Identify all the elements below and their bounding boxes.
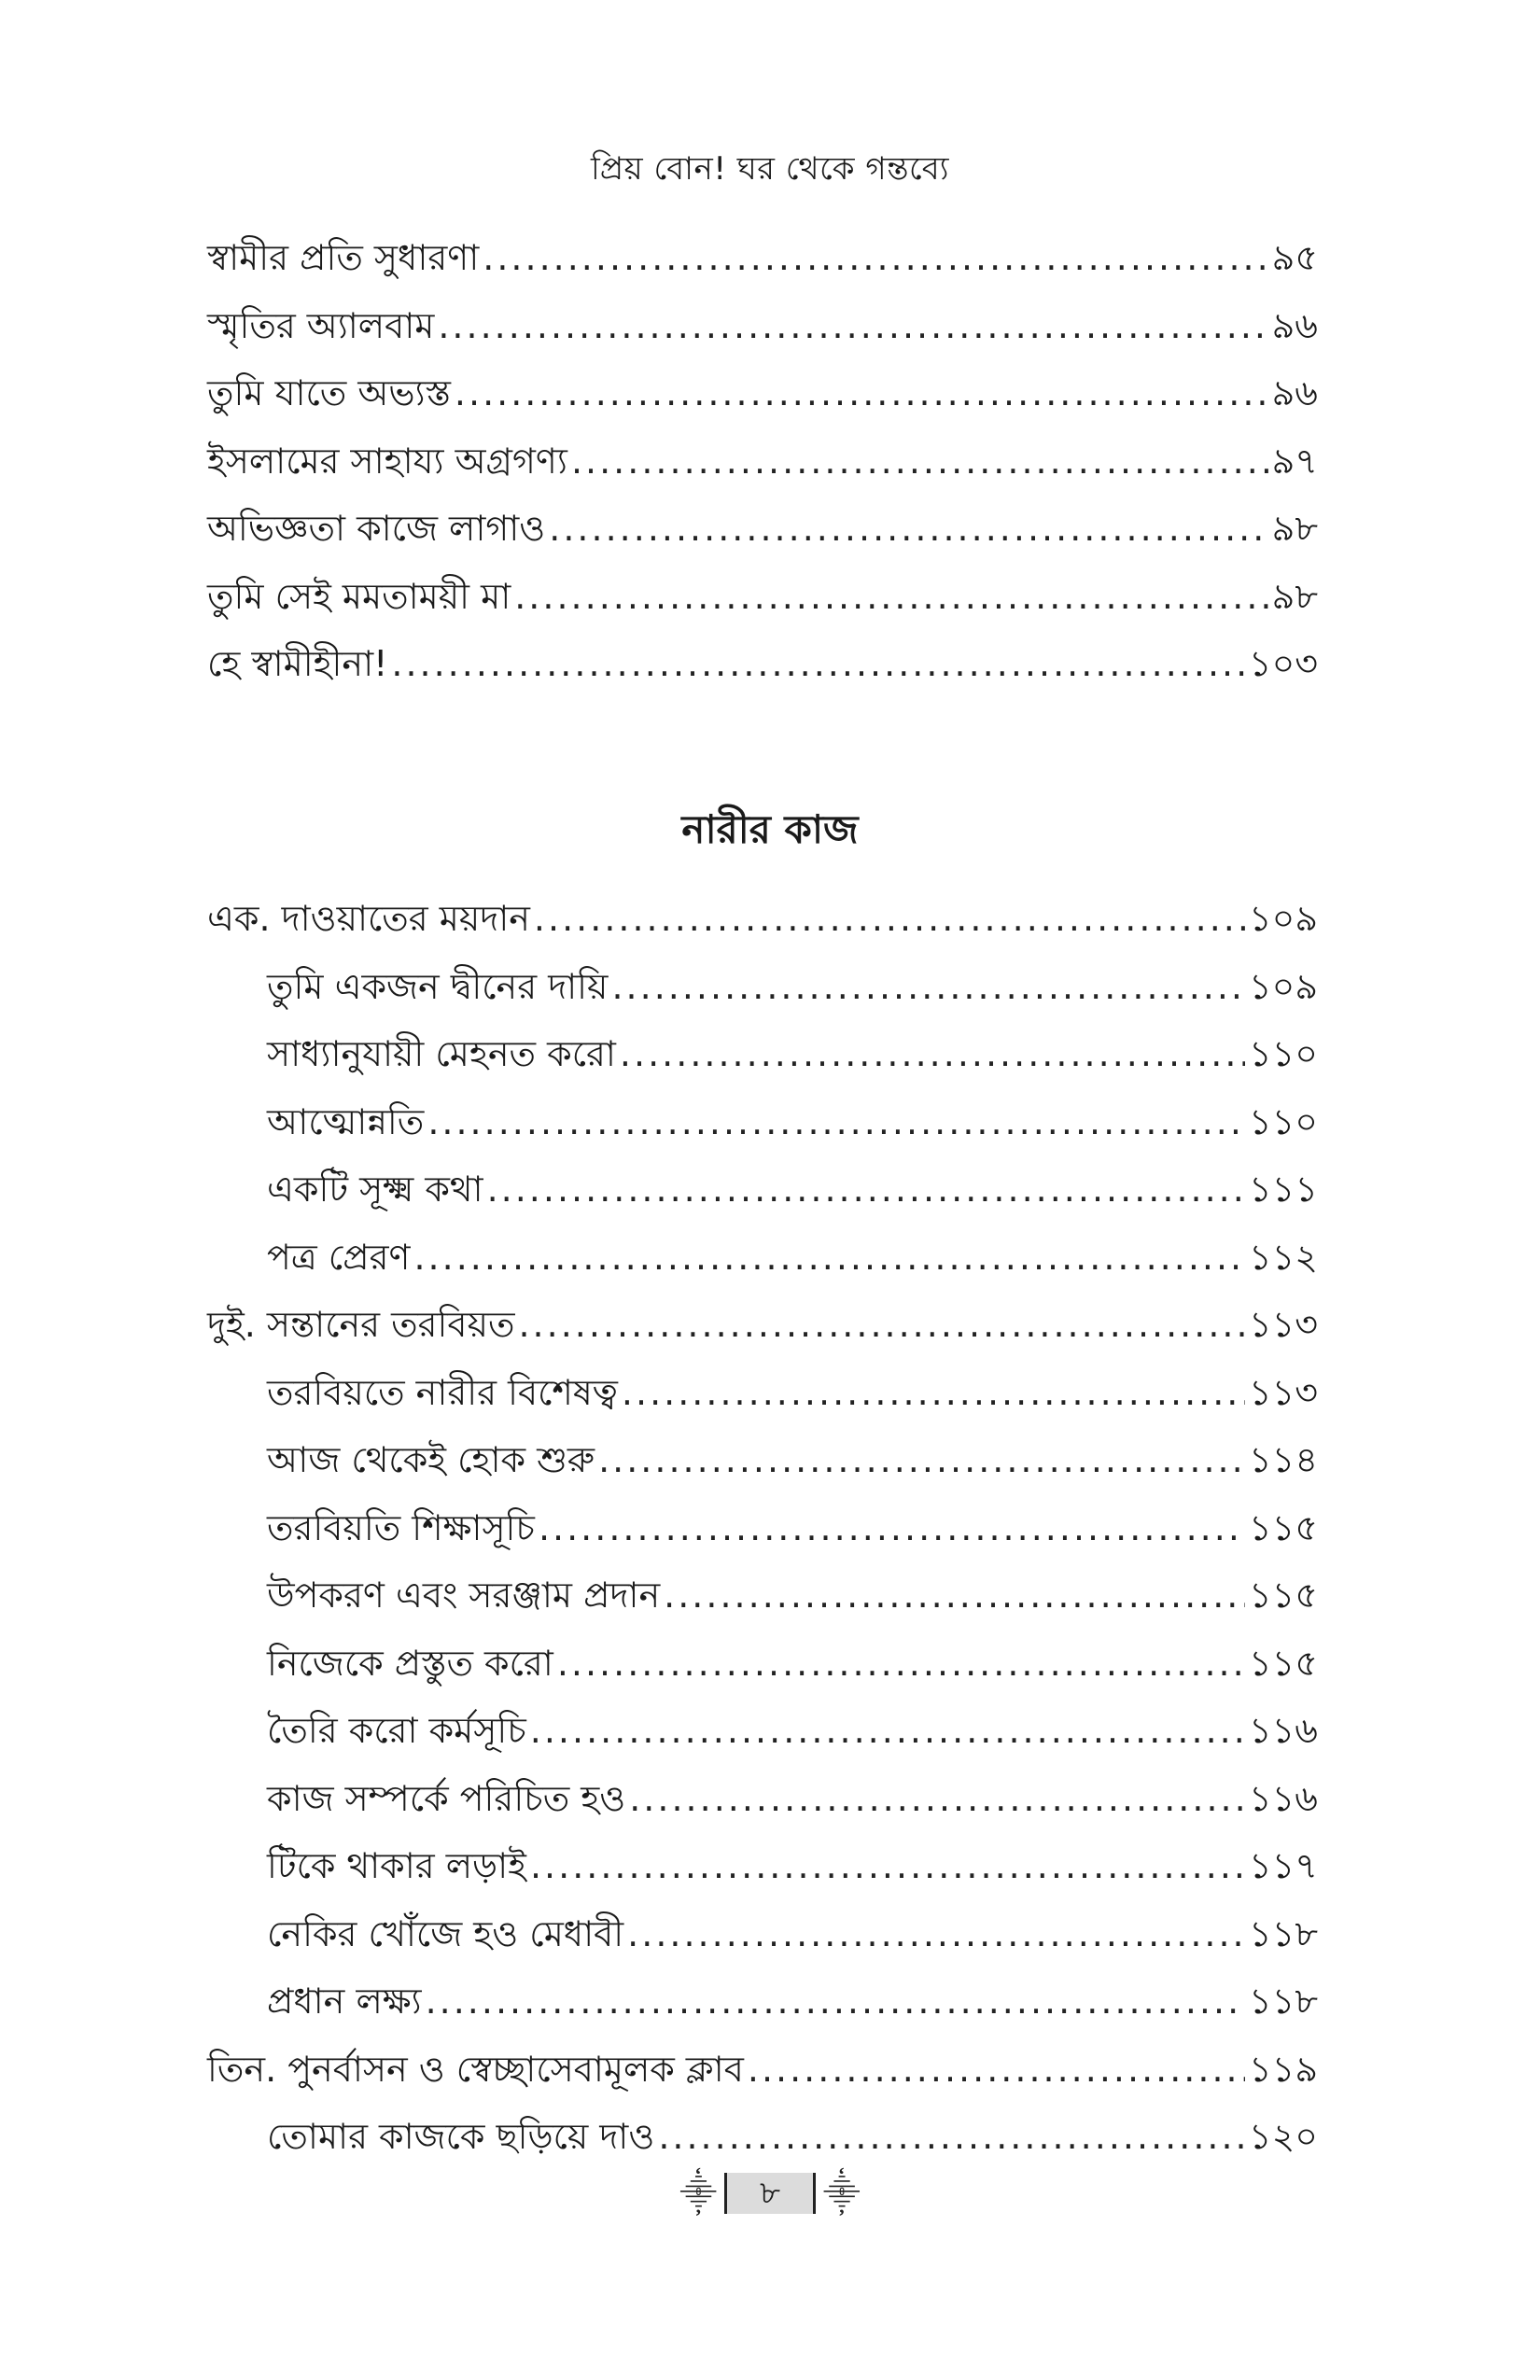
toc-leader-dots [539,1494,1245,1562]
toc-entry-page: ১১৫ [1249,1506,1318,1548]
toc-leader-dots [571,427,1268,496]
toc-leader-dots [557,1630,1245,1698]
toc-entry-title: নেকির খোঁজে হও মেধাবী [267,1912,624,1954]
toc-list-part2 [207,885,1318,2171]
toc-list-part1 [207,224,1318,698]
toc-entry-title: কাজ সম্পর্কে পরিচিত হও [267,1777,626,1819]
toc-leader-dots [549,495,1267,563]
toc-entry [207,1426,1318,1494]
toc-entry-title: স্বামীর প্রতি সুধারণা [207,237,480,278]
toc-entry-title: আত্মোন্নতি [267,1100,425,1142]
toc-entry [207,224,1318,292]
toc-entry [207,1697,1318,1765]
toc-entry-page: ১০৯ [1248,898,1318,939]
toc-entry [207,427,1318,496]
toc-entry-page: ১১৭ [1248,1845,1318,1886]
toc-leader-dots [514,563,1267,631]
toc-entry-page: ১১৮ [1249,1912,1318,1954]
toc-entry-title: তৈরি করো কর্মসূচি [267,1710,526,1751]
toc-entry [207,1967,1318,2036]
toc-entry-title: তরবিয়তি শিক্ষাসূচি [267,1506,535,1548]
toc-leader-dots [530,1832,1245,1900]
toc-entry-title: আজ থেকেই হোক শুরু [267,1439,595,1480]
page-folio [0,2173,1540,2214]
running-head: প্রিয় বোন! ঘর থেকে গন্তব্যে [591,150,949,188]
toc-leader-dots [413,1224,1245,1292]
toc-entry [207,1832,1318,1900]
toc-entry-title: তুমি যাতে অভ্যস্ত [207,372,451,413]
toc-entry-title: প্রধান লক্ষ্য [267,1981,422,2022]
toc-entry-title: হে স্বামীহীনা! [207,643,388,684]
toc-entry [207,1630,1318,1698]
toc-leader-dots [534,885,1245,953]
toc-entry-page: ১১৪ [1249,1439,1318,1480]
toc-entry-page: ৯৭ [1271,440,1318,482]
toc-entry-title: এক. দাওয়াতের ময়দান [207,898,530,939]
ornament-right-icon: ⸎ [823,2173,861,2214]
toc-entry [207,1900,1318,1968]
toc-leader-dots [487,1155,1245,1224]
toc-leader-dots [611,953,1245,1021]
toc-entry-title: অভিজ্ঞতা কাজে লাগাও [207,508,546,549]
toc-entry [207,563,1318,631]
toc-entry-title: তিন. পুনর্বাসন ও স্বেচ্ছাসেবামূলক ক্লাব [207,2048,744,2090]
toc-entry [207,1765,1318,1833]
toc-entry [207,1224,1318,1292]
toc-entry-title: টিকে থাকার লড়াই [267,1845,526,1886]
toc-entry [207,885,1318,953]
toc-entry [207,1020,1318,1088]
toc-entry-page: ১১০ [1248,1033,1318,1074]
toc-entry [207,2103,1318,2171]
page-number: ৮ [724,2173,816,2214]
toc-entry-title: দুই. সন্তানের তরবিয়ত [207,1304,515,1345]
toc-leader-dots [391,630,1245,698]
toc-entry-page: ১১৩ [1248,1304,1318,1345]
toc-leader-dots [622,1359,1245,1427]
toc-leader-dots [483,224,1267,292]
toc-entry-page: ৯৮ [1271,575,1318,617]
toc-entry [207,1494,1318,1562]
toc-leader-dots [530,1697,1245,1765]
toc-entry-page: ৯৬ [1271,372,1318,413]
toc-leader-dots [438,292,1267,360]
toc-leader-dots [627,1900,1245,1968]
toc-entry-page: ১১৬ [1248,1710,1318,1751]
toc-entry-title: পত্র প্রেরণ [267,1236,411,1278]
toc-entry-title: তুমি সেই মমতাময়ী মা [207,575,511,617]
toc-entry [207,953,1318,1021]
toc-leader-dots [518,1291,1245,1359]
toc-leader-dots [620,1020,1245,1088]
toc-entry-page: ১১০ [1248,1100,1318,1142]
toc-leader-dots [664,1561,1245,1630]
toc-entry [207,359,1318,427]
toc-entry [207,495,1318,563]
toc-entry-page: ৯৮ [1271,508,1318,549]
toc-entry [207,1561,1318,1630]
toc-entry-title: স্মৃতির অ্যালবাম [207,304,435,346]
toc-leader-dots [629,1765,1245,1833]
toc-leader-dots [748,2036,1245,2104]
toc-entry-page: ১০৯ [1248,965,1318,1007]
toc-leader-dots [426,1967,1245,2036]
toc-entry-page: ১১৮ [1249,1981,1318,2022]
ornament-left-icon: ⸎ [679,2173,717,2214]
toc-entry [207,630,1318,698]
toc-entry [207,1155,1318,1224]
toc-entry-page: ১১৫ [1249,1642,1318,1684]
toc-entry-title: একটি সূক্ষ্ম কথা [267,1169,483,1210]
toc-entry-page: ১১৫ [1249,1575,1318,1616]
toc-entry-page: ১১১ [1249,1169,1318,1210]
toc-entry-title: তুমি একজন দ্বীনের দায়ি [267,965,609,1007]
toc-entry-title: তরবিয়তে নারীর বিশেষত্ব [267,1371,618,1413]
toc-entry-page: ৯৬ [1271,304,1318,346]
toc-leader-dots [455,359,1268,427]
toc-entry [207,1359,1318,1427]
toc-entry-page: ১১২ [1248,1236,1318,1278]
toc-entry-title: তোমার কাজকে ছড়িয়ে দাও [267,2116,655,2157]
toc-entry-page: ১১৬ [1248,1777,1318,1819]
toc-leader-dots [427,1088,1245,1156]
toc-entry-title: সাধ্যানুযায়ী মেহনত করো [267,1033,616,1074]
toc-entry-page: ১০৩ [1248,643,1318,684]
toc-entry-title: নিজেকে প্রস্তুত করো [267,1642,553,1684]
toc-leader-dots [598,1426,1245,1494]
toc-entry-page: ১১৩ [1248,1371,1318,1413]
toc-entry-page: ৯৫ [1271,237,1318,278]
toc-entry-page: ১২০ [1248,2116,1318,2157]
toc-entry [207,1088,1318,1156]
section-heading: নারীর কাজ [681,806,859,852]
toc-entry-title: ইসলামের সাহায্য অগ্রগণ্য [207,440,567,482]
toc-entry [207,292,1318,360]
toc-entry-title: উপকরণ এবং সরঞ্জাম প্রদান [267,1575,661,1616]
toc-entry [207,1291,1318,1359]
toc-leader-dots [658,2103,1245,2171]
toc-entry-page: ১১৯ [1249,2048,1318,2090]
toc-entry [207,2036,1318,2104]
